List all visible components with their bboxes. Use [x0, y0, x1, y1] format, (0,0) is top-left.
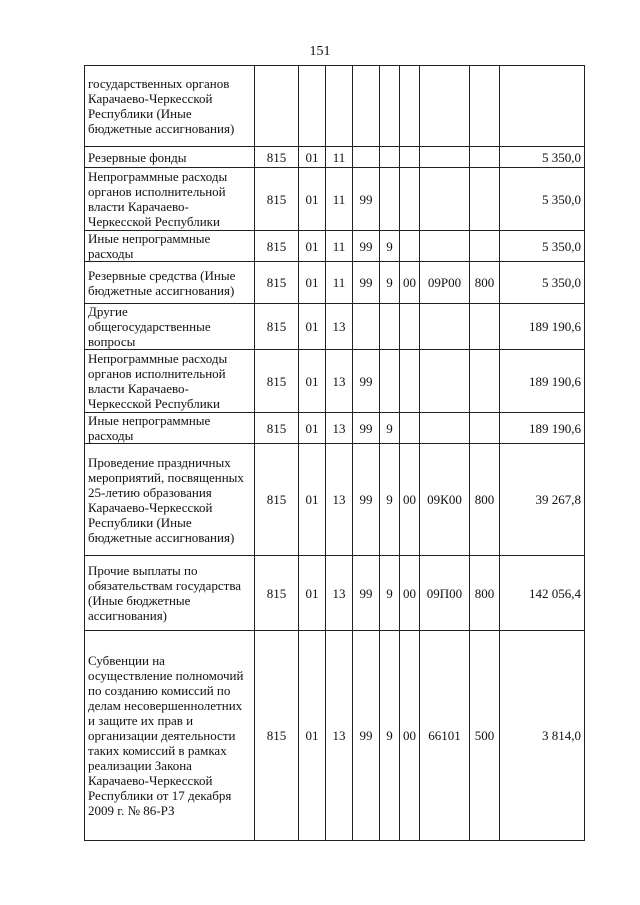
ministry-code: 815	[255, 444, 299, 556]
subprogram-code	[380, 350, 400, 413]
section-code: 01	[299, 556, 326, 631]
group-code	[400, 413, 420, 444]
direction-code: 09К00	[420, 444, 470, 556]
direction-code	[420, 413, 470, 444]
section-code: 01	[299, 631, 326, 841]
amount-value: 5 350,0	[500, 147, 585, 168]
subsection-code: 13	[326, 413, 353, 444]
row-name: Субвенции на осуществление полномочий по созданию комиссий по делам несовершеннолетних и защите их прав и организации деятельности таких комиссий в рамках реализации Закона Карачаево-Черкесской Республики от 17 декабря 2009 г. № 86-РЗ	[85, 631, 255, 841]
amount-value: 3 814,0	[500, 631, 585, 841]
expense-type-code	[470, 147, 500, 168]
program-code	[353, 66, 380, 147]
table-row	[85, 304, 585, 350]
subsection-code: 11	[326, 262, 353, 304]
expense-type-code	[470, 66, 500, 147]
table-row	[85, 631, 585, 841]
group-code: 00	[400, 556, 420, 631]
direction-code	[420, 304, 470, 350]
section-code: 01	[299, 168, 326, 231]
program-code: 99	[353, 231, 380, 262]
ministry-code: 815	[255, 556, 299, 631]
subprogram-code: 9	[380, 556, 400, 631]
subprogram-code	[380, 147, 400, 168]
group-code	[400, 66, 420, 147]
group-code: 00	[400, 262, 420, 304]
table-row	[85, 231, 585, 262]
section-code: 01	[299, 350, 326, 413]
subprogram-code: 9	[380, 444, 400, 556]
direction-code: 09П00	[420, 556, 470, 631]
group-code	[400, 350, 420, 413]
row-name: Другие общегосударственные вопросы	[85, 304, 255, 350]
subsection-code: 11	[326, 147, 353, 168]
ministry-code: 815	[255, 168, 299, 231]
page-number: 151	[309, 44, 331, 59]
table-row	[85, 556, 585, 631]
row-name: Иные непрограммные расходы	[85, 231, 255, 262]
amount-value: 5 350,0	[500, 262, 585, 304]
section-code	[299, 66, 326, 147]
subsection-code: 13	[326, 304, 353, 350]
table-row	[85, 444, 585, 556]
expense-type-code	[470, 350, 500, 413]
program-code: 99	[353, 631, 380, 841]
group-code: 00	[400, 631, 420, 841]
expense-type-code: 500	[470, 631, 500, 841]
subsection-code: 11	[326, 168, 353, 231]
amount-value: 39 267,8	[500, 444, 585, 556]
direction-code	[420, 168, 470, 231]
ministry-code: 815	[255, 350, 299, 413]
row-name: Проведение праздничных мероприятий, посвященных 25-летию образования Карачаево-Черкесской Республики (Иные бюджетные ассигнования)	[85, 444, 255, 556]
amount-value: 142 056,4	[500, 556, 585, 631]
group-code	[400, 147, 420, 168]
subsection-code: 13	[326, 556, 353, 631]
section-code: 01	[299, 304, 326, 350]
table-row	[85, 262, 585, 304]
table-row	[85, 168, 585, 231]
group-code: 00	[400, 444, 420, 556]
direction-code	[420, 231, 470, 262]
table-row	[85, 413, 585, 444]
expense-type-code	[470, 231, 500, 262]
table-row	[85, 66, 585, 147]
direction-code: 09Р00	[420, 262, 470, 304]
ministry-code: 815	[255, 231, 299, 262]
table-row	[85, 350, 585, 413]
table-body	[85, 66, 585, 841]
row-name: Непрограммные расходы органов исполнительной власти Карачаево-Черкесской Республики	[85, 350, 255, 413]
amount-value: 5 350,0	[500, 231, 585, 262]
program-code: 99	[353, 262, 380, 304]
expense-type-code	[470, 413, 500, 444]
program-code: 99	[353, 168, 380, 231]
amount-value: 189 190,6	[500, 304, 585, 350]
group-code	[400, 168, 420, 231]
section-code: 01	[299, 147, 326, 168]
section-code: 01	[299, 262, 326, 304]
section-code: 01	[299, 413, 326, 444]
row-name: Резервные фонды	[85, 147, 255, 168]
amount-value	[500, 66, 585, 147]
section-code: 01	[299, 444, 326, 556]
direction-code	[420, 147, 470, 168]
ministry-code: 815	[255, 262, 299, 304]
program-code: 99	[353, 444, 380, 556]
subprogram-code: 9	[380, 262, 400, 304]
subsection-code: 13	[326, 444, 353, 556]
expense-type-code	[470, 304, 500, 350]
expense-type-code: 800	[470, 444, 500, 556]
program-code: 99	[353, 350, 380, 413]
expense-type-code	[470, 168, 500, 231]
expense-type-code: 800	[470, 556, 500, 631]
subsection-code	[326, 66, 353, 147]
direction-code: 66101	[420, 631, 470, 841]
row-name: Иные непрограммные расходы	[85, 413, 255, 444]
budget-table	[84, 65, 585, 841]
subprogram-code: 9	[380, 631, 400, 841]
program-code: 99	[353, 556, 380, 631]
group-code	[400, 304, 420, 350]
expense-type-code: 800	[470, 262, 500, 304]
table-row	[85, 147, 585, 168]
subprogram-code	[380, 168, 400, 231]
subsection-code: 13	[326, 631, 353, 841]
amount-value: 5 350,0	[500, 168, 585, 231]
program-code	[353, 147, 380, 168]
amount-value: 189 190,6	[500, 350, 585, 413]
subprogram-code	[380, 66, 400, 147]
subsection-code: 11	[326, 231, 353, 262]
amount-value: 189 190,6	[500, 413, 585, 444]
row-name: Резервные средства (Иные бюджетные ассигнования)	[85, 262, 255, 304]
subprogram-code: 9	[380, 413, 400, 444]
program-code: 99	[353, 413, 380, 444]
row-name: Непрограммные расходы органов исполнительной власти Карачаево-Черкесской Республики	[85, 168, 255, 231]
row-name: Прочие выплаты по обязательствам государства (Иные бюджетные ассигнования)	[85, 556, 255, 631]
ministry-code	[255, 66, 299, 147]
section-code: 01	[299, 231, 326, 262]
program-code	[353, 304, 380, 350]
row-name: государственных органов Карачаево-Черкесской Республики (Иные бюджетные ассигнования)	[85, 66, 255, 147]
subprogram-code: 9	[380, 231, 400, 262]
ministry-code: 815	[255, 631, 299, 841]
subsection-code: 13	[326, 350, 353, 413]
ministry-code: 815	[255, 304, 299, 350]
ministry-code: 815	[255, 147, 299, 168]
subprogram-code	[380, 304, 400, 350]
direction-code	[420, 66, 470, 147]
group-code	[400, 231, 420, 262]
direction-code	[420, 350, 470, 413]
ministry-code: 815	[255, 413, 299, 444]
